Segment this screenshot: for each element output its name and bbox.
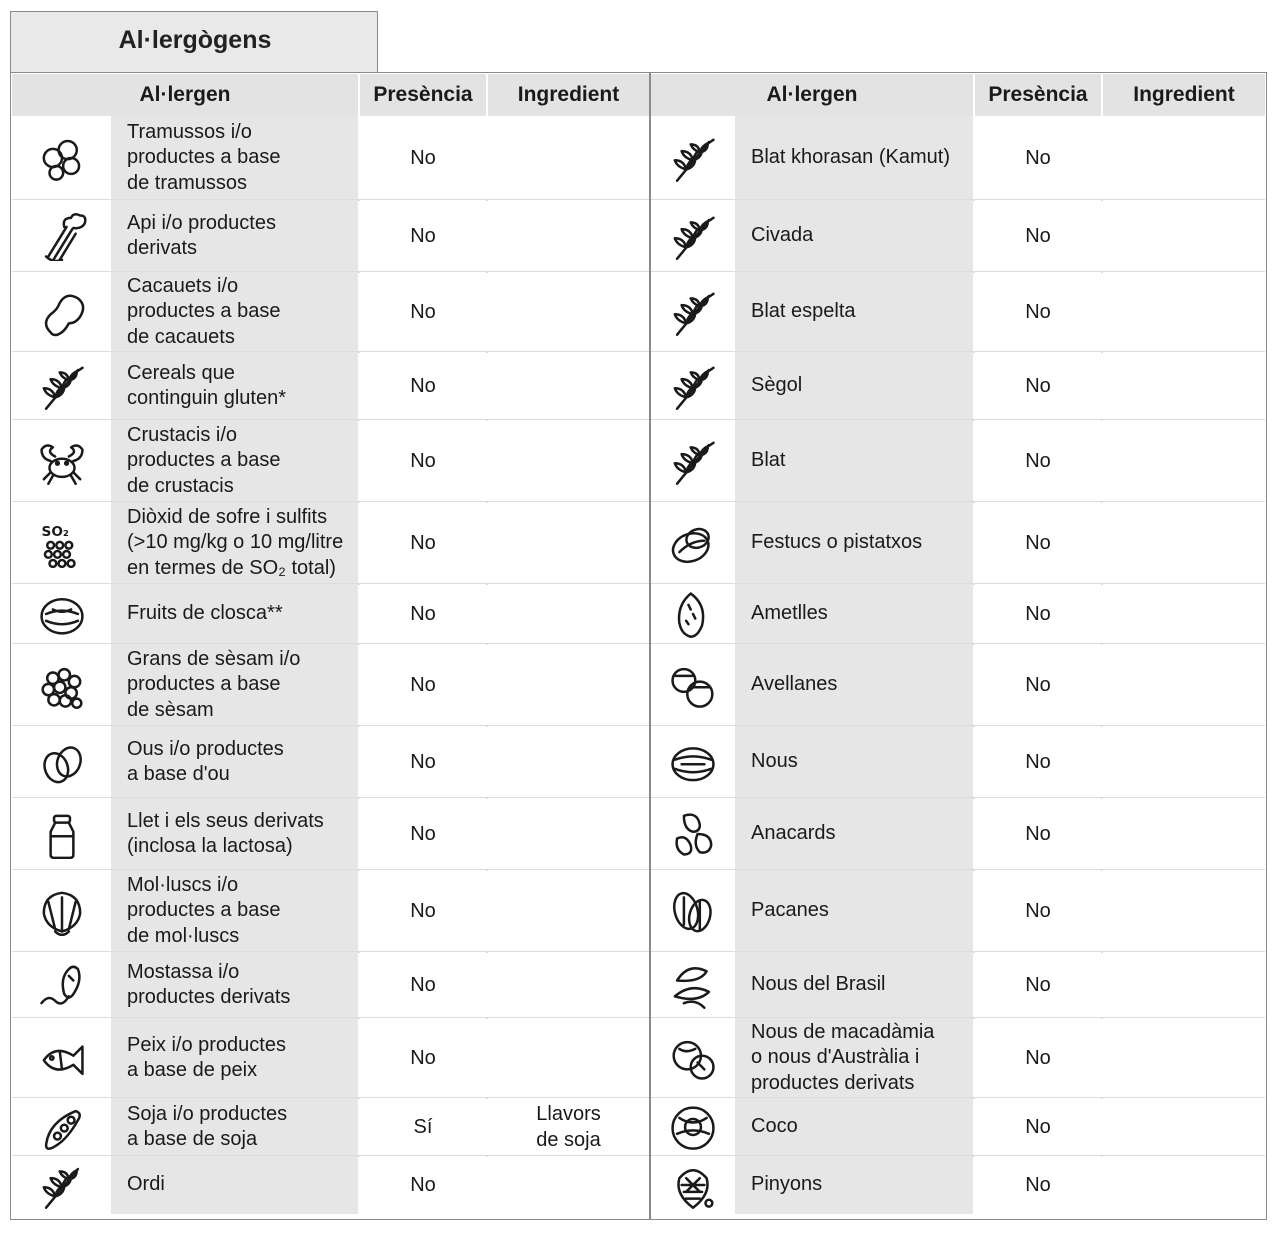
header-allergen: Al·lergen: [651, 74, 973, 116]
ingredient-value: [488, 200, 649, 272]
ingredient-value: [1103, 798, 1265, 870]
wheat-icon: [651, 116, 735, 200]
wheat-icon: [651, 420, 735, 502]
ingredient-value: [1103, 116, 1265, 200]
presence-value: Sí: [360, 1098, 486, 1156]
allergen-name: Ametlles: [735, 584, 973, 644]
table-row: [651, 870, 1265, 952]
table-row: [12, 272, 649, 352]
table-row: [12, 420, 649, 502]
ingredient-value: [1103, 200, 1265, 272]
header-presence: Presència: [360, 74, 486, 116]
ingredient-value: [488, 870, 649, 952]
allergen-name: Pacanes: [735, 870, 973, 952]
allergen-name: Avellanes: [735, 644, 973, 726]
allergen-name: Peix i/o productes a base de peix: [111, 1018, 358, 1098]
allergen-name: Llet i els seus derivats (inclosa la lactosa): [111, 798, 358, 870]
shell-icon: [12, 870, 111, 952]
ingredient-value: [1103, 502, 1265, 584]
pine-nut-icon: [651, 1156, 735, 1214]
ingredient-value: [488, 798, 649, 870]
celery-icon: [12, 200, 111, 272]
sulphite-icon: [12, 502, 111, 584]
walnut-icon: [651, 726, 735, 798]
ingredient-value: [488, 502, 649, 584]
wheat-icon: [651, 272, 735, 352]
table-row: [12, 952, 649, 1018]
table-row: [651, 1018, 1265, 1098]
table-row: [651, 726, 1265, 798]
nut-icon: [12, 584, 111, 644]
table-row: [651, 798, 1265, 870]
ingredient-value: [1103, 272, 1265, 352]
ingredient-value: [1103, 352, 1265, 420]
allergen-name: Pinyons: [735, 1156, 973, 1214]
table-row: [651, 1156, 1265, 1214]
presence-value: No: [975, 1018, 1101, 1098]
wheat-icon: [12, 352, 111, 420]
table-row: [12, 798, 649, 870]
presence-value: No: [975, 644, 1101, 726]
ingredient-value: [488, 116, 649, 200]
table-row: [651, 584, 1265, 644]
presence-value: No: [360, 1018, 486, 1098]
presence-value: No: [975, 116, 1101, 200]
ingredient-value: [488, 272, 649, 352]
presence-value: No: [360, 1156, 486, 1214]
table-row: [12, 352, 649, 420]
ingredient-value: [1103, 420, 1265, 502]
header-allergen: Al·lergen: [12, 74, 358, 116]
presence-value: No: [360, 200, 486, 272]
ingredient-value: [488, 1156, 649, 1214]
ingredient-value: [488, 952, 649, 1018]
table-row: [12, 116, 649, 200]
presence-value: No: [975, 272, 1101, 352]
header-ingredient: Ingredient: [488, 74, 649, 116]
ingredient-value: [1103, 584, 1265, 644]
table-row: [12, 644, 649, 726]
table-row: [651, 952, 1265, 1018]
sesame-icon: [12, 644, 111, 726]
presence-value: No: [360, 116, 486, 200]
wheat-icon: [651, 200, 735, 272]
peanut-icon: [12, 272, 111, 352]
pecan-icon: [651, 870, 735, 952]
hazelnut-icon: [651, 644, 735, 726]
presence-value: No: [360, 644, 486, 726]
title-tab: [10, 11, 378, 72]
allergen-name: Soja i/o productes a base de soja: [111, 1098, 358, 1156]
allergen-name: Crustacis i/o productes a base de crustacis: [111, 420, 358, 502]
allergen-name: Nous del Brasil: [735, 952, 973, 1018]
allergen-name: Tramussos i/o productes a base de tramussos: [111, 116, 358, 200]
allergen-name: Mol·luscs i/o productes a base de mol·luscs: [111, 870, 358, 952]
presence-value: No: [975, 200, 1101, 272]
table-row: [12, 870, 649, 952]
allergen-name: Blat: [735, 420, 973, 502]
header-ingredient: Ingredient: [1103, 74, 1265, 116]
ingredient-value: [1103, 1098, 1265, 1156]
allergen-name: Civada: [735, 200, 973, 272]
coconut-icon: [651, 1098, 735, 1156]
ingredient-value: [488, 420, 649, 502]
table-row: [651, 644, 1265, 726]
presence-value: No: [975, 420, 1101, 502]
allergen-name: Nous: [735, 726, 973, 798]
mustard-icon: [12, 952, 111, 1018]
presence-value: No: [975, 726, 1101, 798]
ingredient-value: [1103, 726, 1265, 798]
milk-bottle-icon: [12, 798, 111, 870]
table-row: [651, 352, 1265, 420]
almond-icon: [651, 584, 735, 644]
ingredient-value: [1103, 1156, 1265, 1214]
table-row: [651, 272, 1265, 352]
presence-value: No: [975, 870, 1101, 952]
presence-value: No: [360, 502, 486, 584]
table-row: [12, 726, 649, 798]
table-row: [651, 502, 1265, 584]
allergen-name: Api i/o productes derivats: [111, 200, 358, 272]
allergen-name: Nous de macadàmia o nous d'Austràlia i productes derivats: [735, 1018, 973, 1098]
allergen-name: Coco: [735, 1098, 973, 1156]
ingredient-value: [488, 644, 649, 726]
presence-value: No: [360, 272, 486, 352]
allergen-name: Ordi: [111, 1156, 358, 1214]
barley-icon: [12, 1156, 111, 1214]
soy-icon: [12, 1098, 111, 1156]
presence-value: No: [975, 1098, 1101, 1156]
allergen-name: Sègol: [735, 352, 973, 420]
page-title: Al·lergògens: [118, 26, 272, 54]
header-presence: Presència: [975, 74, 1101, 116]
presence-value: No: [975, 352, 1101, 420]
ingredient-value: [1103, 644, 1265, 726]
allergen-name: Fruits de closca**: [111, 584, 358, 644]
table-row: [12, 200, 649, 272]
ingredient-value: [1103, 870, 1265, 952]
table-row: [651, 200, 1265, 272]
ingredient-value: [1103, 952, 1265, 1018]
ingredient-value: [488, 584, 649, 644]
presence-value: No: [360, 420, 486, 502]
ingredient-value: Llavors de soja: [488, 1098, 649, 1156]
presence-value: No: [360, 952, 486, 1018]
pistachio-icon: [651, 502, 735, 584]
allergen-name: Cacauets i/o productes a base de cacauets: [111, 272, 358, 352]
allergen-name: Anacards: [735, 798, 973, 870]
ingredient-value: [488, 352, 649, 420]
table-row: [12, 584, 649, 644]
presence-value: No: [360, 352, 486, 420]
allergen-name: Grans de sèsam i/o productes a base de sèsam: [111, 644, 358, 726]
presence-value: No: [360, 726, 486, 798]
allergen-name: Festucs o pistatxos: [735, 502, 973, 584]
wheat-icon: [651, 352, 735, 420]
allergen-name: Diòxid de sofre i sulfits (>10 mg/kg o 10 mg/litre en termes de SO₂ total): [111, 502, 358, 584]
ingredient-value: [488, 726, 649, 798]
presence-value: No: [360, 870, 486, 952]
presence-value: No: [975, 798, 1101, 870]
allergen-name: Mostassa i/o productes derivats: [111, 952, 358, 1018]
allergen-name: Blat khorasan (Kamut): [735, 116, 973, 200]
fish-icon: [12, 1018, 111, 1098]
table-row: [651, 420, 1265, 502]
brazil-nut-icon: [651, 952, 735, 1018]
table-row: [651, 116, 1265, 200]
presence-value: No: [975, 502, 1101, 584]
ingredient-value: [488, 1018, 649, 1098]
table-row: [12, 1018, 649, 1098]
macadamia-icon: [651, 1018, 735, 1098]
presence-value: No: [975, 1156, 1101, 1214]
allergen-name: Blat espelta: [735, 272, 973, 352]
crab-icon: [12, 420, 111, 502]
ingredient-value: [1103, 1018, 1265, 1098]
presence-value: No: [360, 584, 486, 644]
presence-value: No: [360, 798, 486, 870]
lupin-icon: [12, 116, 111, 200]
cashew-icon: [651, 798, 735, 870]
allergen-name: Cereals que continguin gluten*: [111, 352, 358, 420]
table-row: [12, 1098, 649, 1156]
svg-text:SO₂: SO₂: [41, 524, 69, 541]
egg-icon: [12, 726, 111, 798]
presence-value: No: [975, 952, 1101, 1018]
table-row: [651, 1098, 1265, 1156]
table-row: [12, 1156, 649, 1214]
table-row: [12, 502, 649, 584]
allergen-name: Ous i/o productes a base d'ou: [111, 726, 358, 798]
presence-value: No: [975, 584, 1101, 644]
